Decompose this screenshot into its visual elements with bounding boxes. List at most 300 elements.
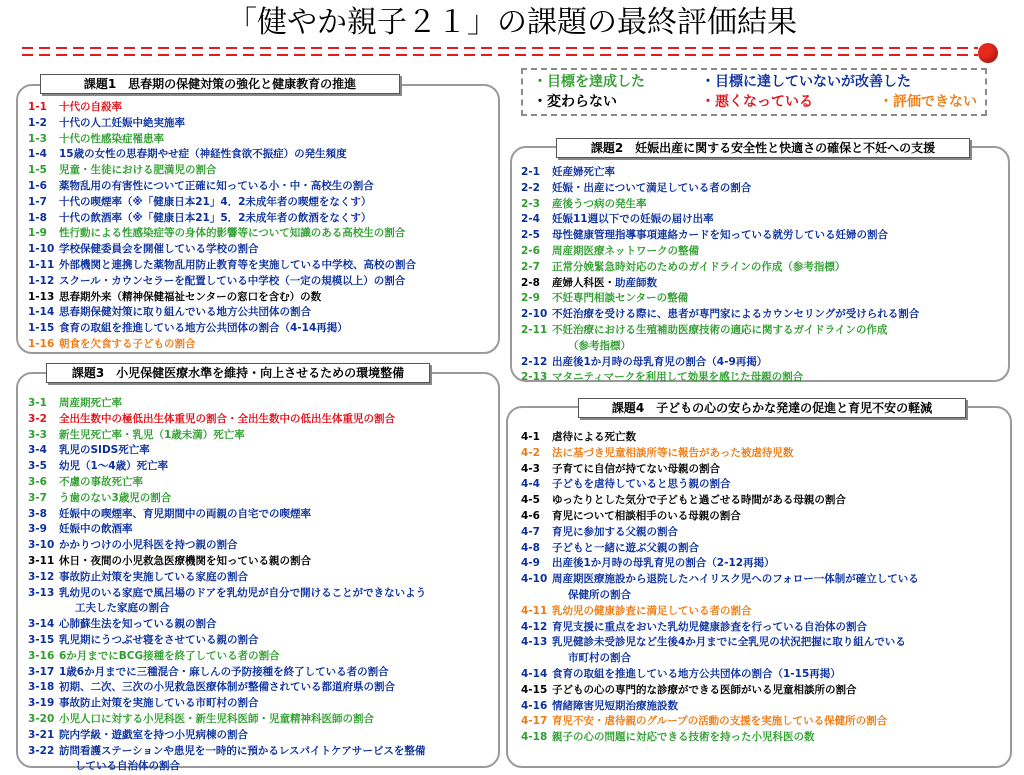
indicator-number: 4-10 <box>521 573 548 586</box>
indicator-number: 3-16 <box>28 649 55 662</box>
indicator-number: 1-10 <box>28 243 55 256</box>
indicator-body <box>552 525 678 541</box>
indicator-body <box>552 572 919 604</box>
indicator-body <box>59 712 374 728</box>
indicator-number: 3-4 <box>28 444 47 457</box>
indicator-body <box>59 475 143 491</box>
indicator-body <box>59 290 321 306</box>
indicator-item <box>28 570 426 586</box>
indicator-label: 育児不安・虐待親のグループの活動の支援を実施している保健所の割合 <box>552 715 888 728</box>
divider-end-dot <box>978 43 998 63</box>
indicator-item <box>28 744 426 775</box>
indicator-body <box>552 197 647 213</box>
indicator-number: 1-11 <box>28 258 55 271</box>
indicator-body <box>59 459 168 475</box>
indicator-label: 十代の性感染症罹患率 <box>59 132 164 145</box>
indicator-body <box>552 212 714 228</box>
indicator-label: 休日・夜間の小児救急医療機関を知っている親の割合 <box>59 554 311 567</box>
indicator-body <box>59 226 405 242</box>
indicator-label-part: 産婦人科医・ <box>552 276 615 289</box>
indicator-number: 3-9 <box>28 523 47 536</box>
page-title: 「健やか親子２１」の課題の最終評価結果 <box>227 5 797 40</box>
indicator-body <box>59 412 395 428</box>
indicator-item <box>521 556 919 572</box>
indicator-body <box>59 337 196 353</box>
indicator-label: スクール・カウンセラーを配置している中学校（一定の規模以上）の割合 <box>59 274 406 287</box>
indicator-body <box>552 181 751 197</box>
indicator-number: 1-14 <box>28 306 55 319</box>
indicator-number: 1-9 <box>28 227 47 240</box>
indicator-label: 妊産婦死亡率 <box>552 166 615 178</box>
indicator-number: 2-5 <box>521 229 540 242</box>
panel-theme-3 <box>16 372 500 773</box>
indicator-label: 心肺蘇生法を知っている親の割合 <box>59 618 217 631</box>
indicator-body <box>59 443 150 459</box>
indicator-body <box>552 493 846 509</box>
indicator-label: 乳幼児の健康診査に満足している者の割合 <box>552 604 752 617</box>
indicator-body <box>59 274 405 290</box>
indicator-item <box>521 446 919 462</box>
indicator-number: 2-11 <box>521 323 548 336</box>
indicator-body <box>59 522 133 538</box>
indicator-item <box>28 258 416 274</box>
indicator-item <box>521 541 919 557</box>
indicator-item <box>28 396 426 412</box>
indicator-body <box>552 462 720 478</box>
indicator-item <box>521 430 919 446</box>
indicator-item <box>28 242 416 258</box>
indicator-item <box>28 195 416 211</box>
indicator-number: 2-4 <box>521 213 540 226</box>
indicator-number: 3-6 <box>28 475 47 488</box>
indicator-item <box>521 370 919 386</box>
indicator-number: 1-6 <box>28 179 47 192</box>
indicator-item <box>521 291 919 307</box>
indicator-label: 正常分娩緊急時対応のためのガイドラインの作成（参考指標） <box>552 260 846 273</box>
indicator-body <box>552 556 775 572</box>
panel-theme-2-items <box>521 165 919 386</box>
indicator-number: 3-13 <box>28 586 55 599</box>
indicator-number: 1-4 <box>28 148 47 161</box>
indicator-body <box>59 211 371 227</box>
indicator-label: 乳児のSIDS死亡率 <box>59 444 150 457</box>
indicator-label: 親子の心の問題に対応できる技術を持った小児科医の数 <box>552 731 815 744</box>
indicator-item <box>28 412 426 428</box>
panel-theme-1 <box>16 84 500 354</box>
indicator-item <box>28 337 416 353</box>
indicator-number: 2-12 <box>521 355 548 368</box>
indicator-label: 十代の喫煙率（※「健康日本21」4．2未成年者の喫煙をなくす） <box>59 195 372 208</box>
indicator-number: 2-7 <box>521 260 540 273</box>
indicator-label: 食育の取組を推進している地方公共団体の割合（4-14再掲） <box>59 322 348 335</box>
indicator-label: 母性健康管理指導事項連絡カードを知っている就労している妊婦の割合 <box>552 229 888 242</box>
indicator-label-continuation: している自治体の割合 <box>75 760 180 773</box>
indicator-label: 思春期外来（精神保健福祉センターの窓口を含む）の数 <box>59 290 322 303</box>
indicator-item <box>521 683 919 699</box>
indicator-item <box>28 649 426 665</box>
indicator-body <box>59 179 374 195</box>
indicator-number: 4-12 <box>521 620 548 633</box>
panel-theme-4-title: 課題4 子どもの心の安らかな発達の促進と育児不安の軽減 <box>578 398 966 418</box>
indicator-label: 初期、二次、三次の小児救急医療体制が整備されている都道府県の割合 <box>59 681 395 694</box>
indicator-item <box>521 699 919 715</box>
indicator-item <box>28 226 416 242</box>
indicator-label: 事故防止対策を実施している家庭の割合 <box>59 570 248 583</box>
indicator-label: 育児支援に重点をおいた乳幼児健康診査を行っている自治体の割合 <box>552 620 867 633</box>
indicator-body <box>552 699 678 715</box>
indicator-label-part: 助産師数 <box>615 276 657 289</box>
indicator-label: 訪問看護ステーションや患児を一時的に預かるレスパイトケアサービスを整備 <box>59 744 426 757</box>
indicator-body <box>552 276 657 292</box>
indicator-number: 4-13 <box>521 636 548 649</box>
indicator-label: ゆったりとした気分で子どもと過ごせる時間がある母親の割合 <box>552 494 846 507</box>
indicator-number: 4-15 <box>521 683 548 696</box>
indicator-label: 15歳の女性の思春期やせ症（神経性食欲不振症）の発生頻度 <box>59 148 347 161</box>
legend-unrated: ・評価できない <box>879 94 977 110</box>
indicator-body <box>59 132 164 148</box>
indicator-number: 1-2 <box>28 116 47 129</box>
indicator-label: かかりつけの小児科医を持つ親の割合 <box>59 539 238 552</box>
indicator-number: 3-12 <box>28 570 55 583</box>
indicator-body <box>552 355 767 371</box>
indicator-label: 子どもを虐待していると思う親の割合 <box>552 478 731 491</box>
indicator-body <box>59 507 311 523</box>
indicator-item <box>28 538 426 554</box>
indicator-number: 3-3 <box>28 428 47 441</box>
panel-theme-4 <box>506 406 1012 768</box>
indicator-item <box>521 197 919 213</box>
indicator-label: 乳児健診未受診児など生後4か月までに全乳児の状況把握に取り組んでいる <box>552 636 906 649</box>
indicator-number: 4-7 <box>521 525 540 538</box>
indicator-item <box>28 211 416 227</box>
indicator-item <box>521 355 919 371</box>
indicator-label: 幼児（1～4歳）死亡率 <box>59 460 169 473</box>
indicator-label: 学校保健委員会を開催している学校の割合 <box>59 243 259 256</box>
indicator-body <box>59 428 245 444</box>
panel-theme-3-items <box>28 396 426 775</box>
indicator-body <box>552 477 731 493</box>
indicator-number: 4-11 <box>521 604 548 617</box>
indicator-body <box>59 100 122 116</box>
indicator-label: 性行動による性感染症等の身体的影響等について知識のある高校生の割合 <box>59 227 406 240</box>
indicator-label-continuation: 工夫した家庭の割合 <box>75 602 170 615</box>
panel-theme-1-title: 課題1 思春期の保健対策の強化と健康教育の推進 <box>40 74 400 94</box>
indicator-body <box>552 244 699 260</box>
indicator-number: 4-5 <box>521 494 540 507</box>
indicator-label: 出産後1か月時の母乳育児の割合（2-12再掲） <box>552 557 775 570</box>
indicator-label: 1歳6か月までに三種混合・麻しんの予防接種を終了している者の割合 <box>59 665 389 678</box>
indicator-number: 3-18 <box>28 681 55 694</box>
indicator-body <box>59 696 259 712</box>
indicator-label: 十代の人工妊娠中絶実施率 <box>59 116 185 129</box>
indicator-number: 2-9 <box>521 292 540 305</box>
indicator-number: 3-14 <box>28 618 55 631</box>
indicator-item <box>521 181 919 197</box>
indicator-label: 周産期医療施設から退院したハイリスク児へのフォロー一体制が確立している <box>552 573 919 586</box>
indicator-number: 4-6 <box>521 509 540 522</box>
indicator-item <box>521 323 919 355</box>
indicator-body <box>59 396 122 412</box>
indicator-body <box>59 321 348 337</box>
indicator-label-continuation: （参考指標） <box>568 339 631 352</box>
indicator-item <box>28 586 426 618</box>
indicator-label: 妊娠11週以下での妊娠の届け出率 <box>552 213 714 226</box>
indicator-number: 1-15 <box>28 322 55 335</box>
indicator-item <box>521 477 919 493</box>
indicator-body <box>552 714 887 730</box>
indicator-item <box>28 633 426 649</box>
indicator-item <box>28 163 416 179</box>
indicator-number: 2-10 <box>521 308 548 321</box>
indicator-label: 育児について相談相手のいる母親の割合 <box>552 509 741 522</box>
indicator-number: 2-1 <box>521 166 540 178</box>
indicator-label: 朝食を欠食する子どもの割合 <box>59 337 196 350</box>
indicator-item <box>521 212 919 228</box>
indicator-number: 3-17 <box>28 665 55 678</box>
indicator-number: 1-16 <box>28 337 55 350</box>
indicator-item <box>28 475 426 491</box>
indicator-label: 出産後1か月時の母乳育児の割合（4-9再掲） <box>552 355 768 368</box>
indicator-number: 4-17 <box>521 715 548 728</box>
indicator-item <box>521 714 919 730</box>
indicator-number: 1-1 <box>28 101 47 113</box>
indicator-number: 3-19 <box>28 697 55 710</box>
indicator-label: 食育の取組を推進している地方公共団体の割合（1-15再掲） <box>552 667 841 680</box>
indicator-item <box>521 228 919 244</box>
indicator-body <box>59 147 347 163</box>
indicator-body <box>552 509 741 525</box>
indicator-body <box>59 586 426 618</box>
indicator-item <box>521 260 919 276</box>
indicator-body <box>552 667 841 683</box>
indicator-item <box>521 307 919 323</box>
indicator-label: 不慮の事故死亡率 <box>59 475 143 488</box>
indicator-item <box>28 728 426 744</box>
indicator-number: 3-7 <box>28 491 47 504</box>
indicator-body <box>59 163 217 179</box>
indicator-body <box>552 291 688 307</box>
indicator-item <box>28 617 426 633</box>
indicator-number: 2-6 <box>521 244 540 257</box>
status-legend <box>521 68 987 116</box>
indicator-label: 思春期保健対策に取り組んでいる地方公共団体の割合 <box>59 306 311 319</box>
indicator-number: 4-1 <box>521 431 540 443</box>
indicator-number: 1-12 <box>28 274 55 287</box>
indicator-label: 院内学級・遊戯室を持つ小児病棟の割合 <box>59 728 248 741</box>
indicator-item <box>521 509 919 525</box>
indicator-item <box>28 712 426 728</box>
indicator-label: 産後うつ病の発生率 <box>552 197 647 210</box>
indicator-label: 不妊治療における生殖補助医療技術の適応に関するガイドラインの作成 <box>552 323 888 336</box>
indicator-item <box>28 274 416 290</box>
indicator-number: 4-4 <box>521 478 540 491</box>
indicator-label: 妊娠・出産について満足している者の割合 <box>552 181 752 194</box>
indicator-number: 4-8 <box>521 541 540 554</box>
indicator-label: 子どもと一緒に遊ぶ父親の割合 <box>552 541 699 554</box>
indicator-number: 4-14 <box>521 667 548 680</box>
indicator-item <box>521 525 919 541</box>
indicator-item <box>521 493 919 509</box>
indicator-number: 4-3 <box>521 462 540 475</box>
indicator-label: 事故防止対策を実施している市町村の割合 <box>59 697 259 710</box>
indicator-number: 2-2 <box>521 181 540 194</box>
indicator-item <box>521 604 919 620</box>
indicator-item <box>521 620 919 636</box>
title-divider <box>22 44 978 58</box>
indicator-body <box>552 730 815 746</box>
indicator-body <box>59 491 171 507</box>
indicator-label: 十代の飲酒率（※「健康日本21」5．2未成年者の飲酒をなくす） <box>59 211 372 224</box>
indicator-body <box>552 430 636 446</box>
indicator-body <box>552 260 845 276</box>
indicator-body <box>59 554 311 570</box>
indicator-label: 法に基づき児童相談所等に報告があった被虐待児数 <box>552 446 794 459</box>
indicator-label: 虐待による死亡数 <box>552 431 636 443</box>
indicator-label: 妊娠中の喫煙率、育児期間中の両親の自宅での喫煙率 <box>59 507 311 520</box>
indicator-label: 外部機関と連携した薬物乱用防止教育等を実施している中学校、高校の割合 <box>59 258 416 271</box>
indicator-item <box>28 116 416 132</box>
indicator-item <box>28 554 426 570</box>
indicator-item <box>521 462 919 478</box>
indicator-item <box>28 321 416 337</box>
indicator-label: 周産期死亡率 <box>59 397 122 409</box>
indicator-label: 薬物乱用の有害性について正確に知っている小・中・高校生の割合 <box>59 179 374 192</box>
indicator-item <box>28 132 416 148</box>
indicator-body <box>59 195 371 211</box>
indicator-number: 3-21 <box>28 728 55 741</box>
indicator-number: 3-2 <box>28 412 47 425</box>
indicator-item <box>521 165 919 181</box>
indicator-body <box>59 665 389 681</box>
indicator-label: 不妊治療を受ける際に、患者が専門家によるカウンセリングが受けられる割合 <box>552 308 920 321</box>
indicator-label: 周産期医療ネットワークの整備 <box>552 244 699 257</box>
panel-theme-4-items <box>521 430 919 746</box>
indicator-label: 情緒障害児短期治療施設数 <box>552 699 678 712</box>
indicator-body <box>59 617 217 633</box>
indicator-number: 2-3 <box>521 197 540 210</box>
indicator-item <box>521 244 919 260</box>
indicator-label: 子育てに自信が持てない母親の割合 <box>552 462 720 475</box>
indicator-item <box>28 100 416 116</box>
indicator-item <box>521 667 919 683</box>
indicator-number: 2-13 <box>521 371 548 384</box>
indicator-number: 4-9 <box>521 557 540 570</box>
indicator-number: 1-7 <box>28 195 47 208</box>
indicator-label: う歯のない3歳児の割合 <box>59 491 172 504</box>
indicator-label: 全出生数中の極低出生体重児の割合・全出生数中の低出生体重児の割合 <box>59 412 395 425</box>
panel-theme-2-title: 課題2 妊娠出産に関する安全性と快適さの確保と不妊への支援 <box>556 138 970 158</box>
indicator-item <box>28 179 416 195</box>
indicator-body <box>552 683 857 699</box>
indicator-number: 3-8 <box>28 507 47 520</box>
legend-achieved: ・目標を達成した <box>533 74 645 90</box>
indicator-number: 3-20 <box>28 712 55 725</box>
indicator-number: 3-10 <box>28 539 55 552</box>
indicator-label: 小児人口に対する小児科医・新生児科医師・児童精神科医師の割合 <box>59 712 374 725</box>
indicator-label: 十代の自殺率 <box>59 101 122 113</box>
indicator-number: 4-16 <box>521 699 548 712</box>
indicator-item <box>521 730 919 746</box>
legend-worse: ・悪くなっている <box>701 94 813 110</box>
indicator-body <box>59 258 416 274</box>
indicator-item <box>28 665 426 681</box>
indicator-number: 2-8 <box>521 276 540 289</box>
indicator-item <box>28 696 426 712</box>
indicator-body <box>59 744 425 775</box>
indicator-body <box>552 635 906 667</box>
panel-theme-1-items <box>28 100 416 353</box>
indicator-number: 3-5 <box>28 460 47 473</box>
indicator-number: 1-13 <box>28 290 55 303</box>
indicator-item <box>28 147 416 163</box>
indicator-number: 3-22 <box>28 744 55 757</box>
indicator-body <box>59 570 248 586</box>
indicator-item <box>28 443 426 459</box>
indicator-body <box>552 541 699 557</box>
indicator-number: 1-8 <box>28 211 47 224</box>
indicator-label: 妊娠中の飲酒率 <box>59 523 133 536</box>
indicator-number: 1-5 <box>28 164 47 177</box>
indicator-body <box>552 370 803 386</box>
indicator-number: 3-11 <box>28 554 55 567</box>
indicator-body <box>59 538 238 554</box>
indicator-body <box>59 242 259 258</box>
indicator-number: 1-3 <box>28 132 47 145</box>
legend-unchanged: ・変わらない <box>533 94 617 110</box>
indicator-label: 育児に参加する父親の割合 <box>552 525 678 538</box>
indicator-body <box>552 620 867 636</box>
indicator-item <box>28 428 426 444</box>
indicator-label-continuation: 市町村の割合 <box>568 652 631 665</box>
indicator-body <box>552 604 752 620</box>
indicator-body <box>59 728 248 744</box>
indicator-number: 4-18 <box>521 731 548 744</box>
indicator-number: 3-1 <box>28 397 47 409</box>
indicator-body <box>59 116 185 132</box>
indicator-item <box>521 635 919 667</box>
indicator-label: 児童・生徒における肥満児の割合 <box>59 164 217 177</box>
indicator-body <box>552 446 793 462</box>
indicator-label: 乳幼児のいる家庭で風呂場のドアを乳幼児が自分で開けることができないよう <box>59 586 427 599</box>
indicator-label: マタニティマークを利用して効果を感じた母親の割合 <box>552 371 804 384</box>
legend-improved: ・目標に達していないが改善した <box>701 74 911 90</box>
indicator-body <box>552 165 615 181</box>
panel-theme-2 <box>510 146 1010 382</box>
indicator-item <box>28 507 426 523</box>
indicator-body <box>59 680 395 696</box>
indicator-body <box>552 228 888 244</box>
indicator-label: 新生児死亡率・乳児（1歳未満）死亡率 <box>59 428 245 441</box>
panel-theme-3-title: 課題3 小児保健医療水準を維持・向上させるための環境整備 <box>46 363 430 383</box>
indicator-item <box>28 522 426 538</box>
indicator-label: 乳児期にうつぶせ寝をさせている親の割合 <box>59 633 259 646</box>
indicator-number: 4-2 <box>521 446 540 459</box>
indicator-body <box>59 649 280 665</box>
indicator-item <box>28 491 426 507</box>
indicator-item <box>28 459 426 475</box>
indicator-item <box>521 572 919 604</box>
indicator-label-continuation: 保健所の割合 <box>568 588 631 601</box>
indicator-body <box>552 323 887 355</box>
indicator-label: 子どもの心の専門的な診療ができる医師がいる児童相談所の割合 <box>552 683 857 696</box>
indicator-body <box>552 307 919 323</box>
indicator-body <box>59 305 311 321</box>
indicator-item <box>28 305 416 321</box>
indicator-number: 3-15 <box>28 633 55 646</box>
indicator-item <box>28 680 426 696</box>
indicator-label: 6か月までにBCG接種を終了している者の割合 <box>59 649 280 662</box>
indicator-item <box>521 276 919 292</box>
